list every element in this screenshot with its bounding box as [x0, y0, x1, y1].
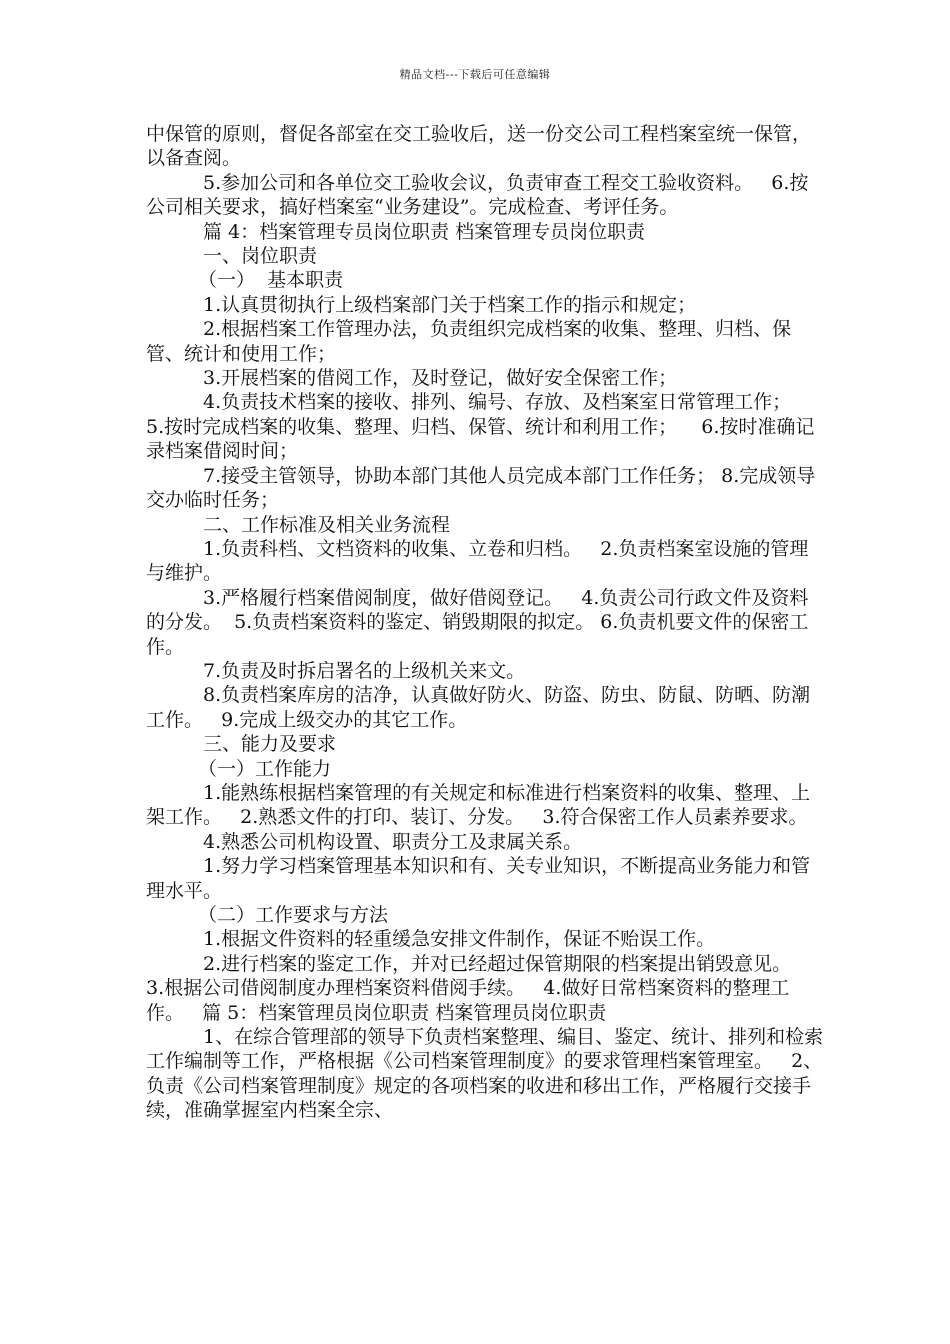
paragraph: 4.熟悉公司机构设置、职责分工及隶属关系。 — [203, 830, 583, 853]
paragraph: 篇 4：档案管理专员岗位职责 档案管理专员岗位职责 — [203, 220, 646, 243]
paragraph: （一） 基本职责 — [198, 269, 344, 292]
page-header: 精品文档---下载后可任意编辑 — [399, 68, 551, 81]
paragraph: 1.努力学习档案管理基本知识和有、关专业知识，不断提高业务能力和管理水平。 — [146, 855, 811, 902]
paragraph: 7.负责及时拆启署名的上级机关来文。 — [203, 659, 526, 682]
paragraph: 7.接受主管领导，协助本部门其他人员完成本部门工作任务； 8.完成领导交办临时任务； — [146, 464, 816, 512]
paragraph: 1.根据文件资料的轻重缓急安排文件制作，保证不贻误工作。 — [203, 928, 716, 951]
paragraph: 4.负责技术档案的接收、排列、编号、存放、及档案室日常管理工作； 5.按时完成档案的收集、整理、归档、保管、统计和利用工作； 6.按时准确记录档案借阅时间； — [146, 391, 816, 463]
paragraph: 2.进行档案的鉴定工作，并对已经超过保管期限的档案提出销毁意见。 3.根据公司借阅制度办理档案资料借阅手续。 4.做好日常档案资料的整理工作。 篇 5：档案管理员岗位职责 档案管理员岗位职责 — [146, 952, 810, 1024]
paragraph: 8.负责档案库房的洁净，认真做好防火、防盗、防虫、防鼠、防晒、防潮工作。 9.完成上级交办的其它工作。 — [146, 684, 811, 731]
paragraph: 1、在综合管理部的领导下负责档案整理、编目、鉴定、统计、排列和检索工作编制等工作，严格根据《公司档案管理制度》的要求管理档案管理室。 2、负责《公司档案管理制度》规定的各项档案的收进和移出工作，严格履行交接手续，准确掌握室内档案全宗、 — [146, 1026, 824, 1122]
paragraph: 1.能熟练根据档案管理的有关规定和标准进行档案资料的收集、整理、上架工作。 2.熟悉文件的打印、装订、分发。 3.符合保密工作人员素养要求。 — [146, 781, 811, 829]
paragraph: 2.根据档案工作管理办法，负责组织完成档案的收集、整理、归档、保管、统计和使用工作； — [146, 318, 792, 365]
paragraph: 二、工作标准及相关业务流程 — [203, 513, 451, 536]
paragraph: 1.认真贯彻执行上级档案部门关于档案工作的指示和规定； — [203, 293, 697, 316]
paragraph: （一）工作能力 — [198, 757, 332, 780]
paragraph: 3.开展档案的借阅工作，及时登记，做好安全保密工作； — [203, 367, 678, 390]
paragraph: 3.严格履行档案借阅制度，做好借阅登记。 4.负责公司行政文件及资料的分发。 5.负责档案资料的鉴定、销毁期限的拟定。 6.负责机要文件的保密工作。 — [146, 586, 809, 658]
paragraph: 一、岗位职责 — [203, 245, 318, 268]
paragraph: 5.参加公司和各单位交工验收会议，负责审查工程交工验收资料。 6.按公司相关要求，搞好档案室“业务建设”。完成检查、考评任务。 — [146, 171, 809, 219]
document-body — [146, 122, 826, 1123]
paragraph: 1.负责科档、文档资料的收集、立卷和归档。 2.负责档案室设施的管理与维护。 — [146, 537, 809, 585]
paragraph: 三、能力及要求 — [203, 733, 337, 756]
paragraph: （二）工作要求与方法 — [198, 904, 389, 926]
paragraph: 中保管的原则，督促各部室在交工验收后，送一份交公司工程档案室统一保管，以备查阅。 — [146, 123, 812, 170]
